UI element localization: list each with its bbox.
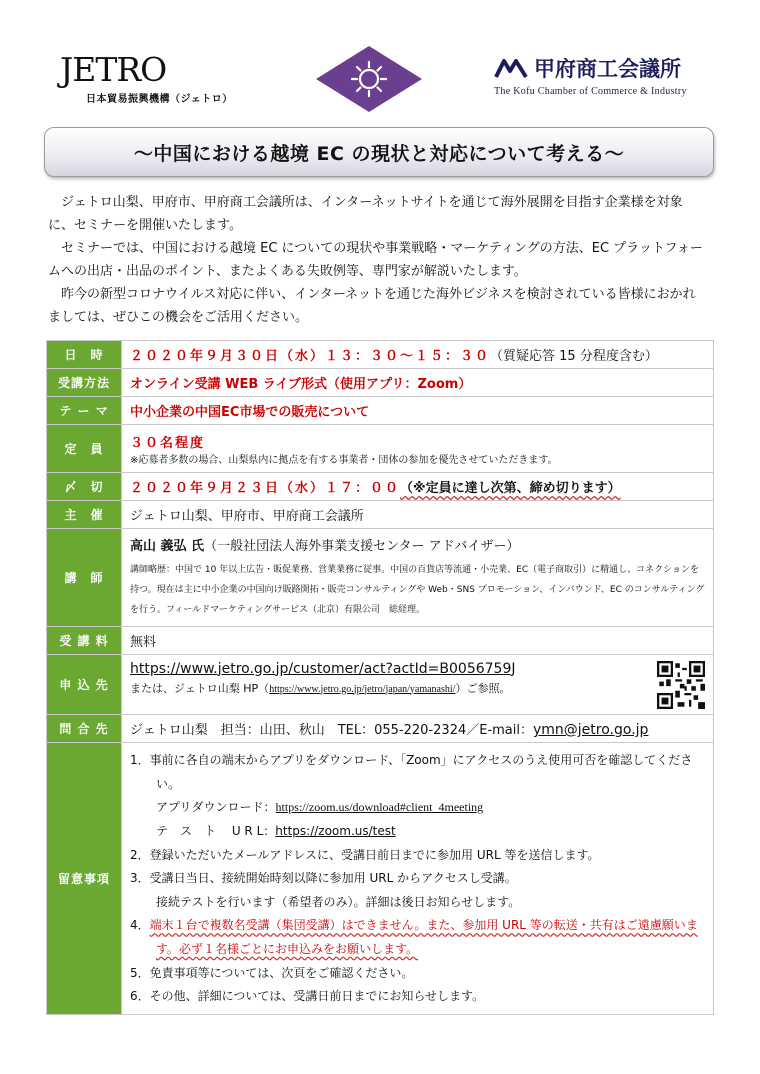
label-deadline: 〆 切 (47, 473, 122, 501)
theme-value: 中小企業の中国EC市場での販売について (130, 405, 370, 420)
capacity-value: ３０名程度 (130, 435, 206, 451)
kofu-chamber-name: 甲府商工会議所 (534, 56, 681, 81)
row-lecturer (47, 529, 714, 627)
apply-url-link[interactable]: https://www.jetro.go.jp/customer/act?actId=B0056759J (130, 660, 516, 677)
note-item (130, 867, 705, 914)
intro-paragraph: ジェトロ山梨、甲府市、甲府商工会議所は、インターネットサイトを通じて海外展開を目指す企業様を対象に、セミナーを開催いたします。 (48, 195, 683, 233)
header (0, 0, 760, 120)
jetro-logo (60, 50, 233, 105)
label-notes: 留意事項 (47, 743, 122, 1015)
intro-paragraph: セミナーでは、中国における越境 EC についての現状や事業戦略・マーケティングの方法、EC プラットフォームへの出店・出品のポイント、またよくある失敗例等、専門家が解説いたします。 (48, 241, 703, 279)
notes-list (130, 746, 705, 1011)
label-capacity: 定 員 (47, 425, 122, 473)
label-method: 受講方法 (47, 369, 122, 397)
page-title: ～中国における越境 EC の現状と対応について考える～ (44, 127, 714, 177)
label-contact: 問 合 先 (47, 715, 122, 743)
note-1: 1．事前に各自の端末からアプリをダウンロード、「Zoom」にアクセスのうえ使用可否を確認してください。 (130, 753, 693, 791)
method-value: オンライン受講 WEB ライブ形式（使用アプリ：Zoom） (130, 377, 472, 392)
note-item: 5．免責事項等については、次頁をご確認ください。 (130, 965, 414, 980)
label-fee: 受 講 料 (47, 627, 122, 655)
date-value: ２０２０年９月３０日（水）１３：３０～１５：３０ (130, 349, 491, 364)
organizer-value: ジェトロ山梨、甲府市、甲府商工会議所 (122, 501, 714, 529)
jetro-logo-text: JETRO (60, 50, 167, 89)
note-4-num: 4． (130, 918, 150, 933)
jetro-yamanashi-link[interactable]: https://www.jetro.go.jp/jetro/japan/yamanashi/ (269, 683, 456, 695)
row-date (47, 341, 714, 369)
row-method (47, 369, 714, 397)
kofu-chamber-name-en: The Kofu Chamber of Commerce & Industry (494, 86, 687, 97)
row-organizer (47, 501, 714, 529)
zoom-test-link[interactable]: https://zoom.us/test (275, 824, 396, 839)
test-url-label: テ ス ト U R L： (156, 824, 276, 839)
note-item: 6．その他、詳細については、受講日前日までにお知らせします。 (130, 989, 485, 1004)
download-label: アプリダウンロード： (156, 800, 276, 815)
apply-alt-suffix: ）ご参照。 (455, 681, 511, 695)
label-apply: 申 込 先 (47, 655, 122, 715)
deadline-note: （※定員に達し次第、締め切ります） (400, 481, 621, 496)
row-apply (47, 655, 714, 715)
contact-value: ジェトロ山梨 担当：山田、秋山 TEL：055-220-2324／E-mail： (130, 723, 533, 738)
info-table (46, 340, 714, 1015)
apply-alt-prefix: または、ジェトロ山梨 HP（ (130, 681, 270, 695)
note-item: 2．登録いただいたメールアドレスに、受講日前日までに参加用 URL 等を送信します。 (130, 847, 600, 862)
fee-value: 無料 (122, 627, 714, 655)
kofu-city-emblem-icon (314, 44, 424, 114)
intro-text (48, 191, 708, 329)
kofu-chamber-mark-icon (494, 57, 528, 81)
kofu-chamber-logo (494, 56, 687, 97)
label-date: 日 時 (47, 341, 122, 369)
intro-paragraph: 昨今の新型コロナウイルス対応に伴い、インターネットを通じた海外ビジネスを検討されている皆様におかれましては、ぜひこの機会をご活用ください。 (48, 287, 696, 325)
zoom-download-link[interactable]: https://zoom.us/download#client_4meeting (275, 800, 484, 815)
note-3: 3．受講日当日、接続開始時刻以降に参加用 URL からアクセスし受講。 (130, 871, 517, 886)
lecturer-bio: 講師略歴：中国で 10 年以上広告・販促業務、営業業務に従事。中国の百貨店等流通・小売業、EC（電子商取引）に精通し、コネクションを持つ。現在は主に中小企業の中国向け販路開拓・販売コンサルティングや Web・SNS プロモーション、インバウンド、EC のコンサルティングを行う。フィールドマーケティングサービス（北京）有限公司 総経理。 (130, 565, 705, 615)
qr-code-icon (657, 661, 705, 709)
lecturer-title: （一般社団法人海外事業支援センター アドバイザー） (204, 539, 520, 554)
date-note: （質疑応答 15 分程度含む） (490, 349, 658, 364)
row-theme (47, 397, 714, 425)
jetro-name: 日本貿易振興機構（ジェトロ） (86, 94, 233, 105)
note-3-sub: 接続テストを行います（希望者のみ）。詳細は後日お知らせします。 (156, 894, 521, 909)
note-item (130, 914, 705, 961)
row-fee (47, 627, 714, 655)
note-4: 端末１台で複数名受講（集団受講）はできません。また、参加用 URL 等の転送・共有はご遠慮願います。必ず１名様ごとにお申込みをお願いします。 (149, 918, 698, 956)
contact-email-link[interactable]: ymn@jetro.go.jp (533, 722, 649, 738)
row-deadline (47, 473, 714, 501)
label-lecturer: 講 師 (47, 529, 122, 627)
note-item (130, 749, 705, 843)
label-theme: テ ー マ (47, 397, 122, 425)
lecturer-name: 高山 義弘 氏 (130, 539, 205, 554)
row-contact (47, 715, 714, 743)
row-notes (47, 743, 714, 1015)
deadline-value: ２０２０年９月２３日（水）１７：００ (130, 481, 401, 496)
capacity-note: ※応募者多数の場合、山梨県内に拠点を有する事業者・団体の参加を優先させていただきます。 (130, 454, 558, 466)
label-organizer: 主 催 (47, 501, 122, 529)
row-capacity (47, 425, 714, 473)
